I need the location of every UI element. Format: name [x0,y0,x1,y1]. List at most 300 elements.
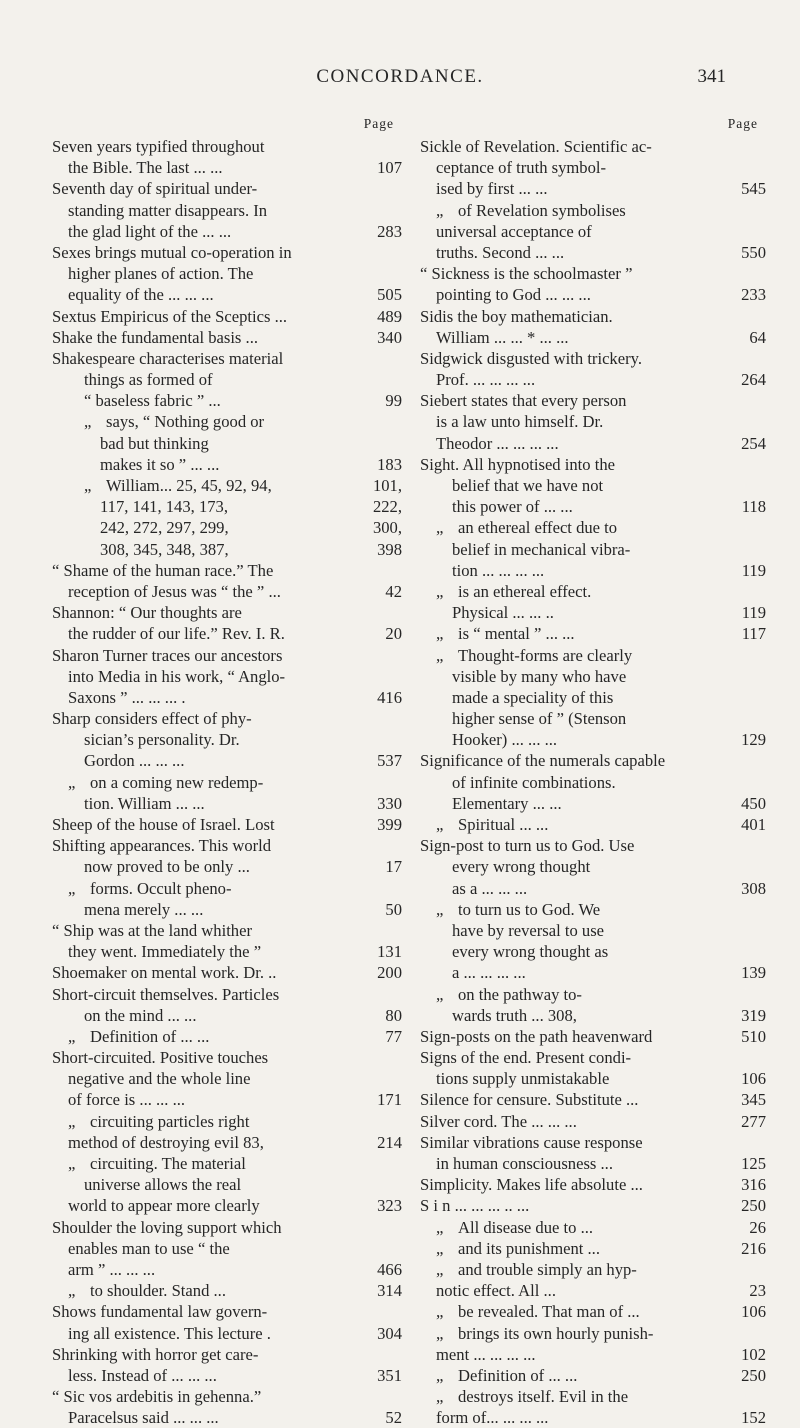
entry-text: forms. Occult pheno- [90,878,232,898]
index-line [52,1068,402,1089]
index-line [420,856,766,877]
page-ref: 107 [377,158,402,178]
page-ref: 222, [372,497,402,517]
entry-text: they went. Immediately the ” [68,942,262,962]
index-line [52,348,402,369]
entry-text: Siebert states that every person [420,391,627,411]
entry-text: Thought-forms are clearly [458,645,633,665]
index-line [420,157,766,178]
page-ref: 183 [377,454,402,474]
page-ref: 340 [377,327,402,347]
index-line [52,1323,402,1344]
index-line [420,221,766,242]
entry-text: Spiritual ... ... [458,815,549,834]
index-line [420,1323,766,1344]
entry-text: standing matter disappears. In [68,200,268,220]
page-ref: 117 [741,624,766,644]
ditto-mark: „ [68,1026,76,1046]
index-line [420,1301,766,1322]
entry-text: 117, 141, 143, 173, [100,497,228,517]
index-line [52,517,402,538]
entry-text: ing all existence. This lecture . [68,1323,271,1343]
index-line [52,1217,402,1238]
index-line [52,1386,402,1407]
ditto-mark: „ [436,1387,444,1407]
index-line [420,878,766,899]
page-ref: 200 [377,963,402,983]
index-line [420,772,766,793]
entry-text: of infinite combinations. [452,772,616,792]
index-line [52,1005,402,1026]
page-ref: 50 [385,899,402,919]
entry-text: Sight. All hypnotised into the [420,454,615,474]
index-line [52,1301,402,1322]
index-line [420,1407,766,1428]
entry-text: every wrong thought [452,857,591,877]
entry-text: and its punishment ... [458,1238,600,1258]
index-line [420,517,766,538]
entry-text: Simplicity. Makes life absolute ... [420,1175,643,1195]
index-line [52,1195,402,1216]
index-line [52,878,402,899]
page-ref: 505 [377,285,402,305]
index-line [52,581,402,602]
page-ref: 250 [741,1365,766,1385]
index-line [420,920,766,941]
entry-text: arm ” ... ... ... [68,1259,156,1279]
ditto-mark: „ [436,645,444,665]
entry-text: made a speciality of this [452,687,614,707]
page-ref: 351 [377,1365,402,1385]
entry-text: Saxons ” ... ... ... . [68,687,186,707]
ditto-mark: „ [436,518,444,538]
index-line [52,200,402,221]
entry-text: belief in mechanical vibra- [452,539,631,559]
ditto-mark: „ [436,581,444,601]
right-column [420,112,766,1428]
index-line [420,835,766,856]
index-line [52,1280,402,1301]
index-line [420,1386,766,1407]
page-ref: 304 [377,1323,402,1343]
ditto-mark: „ [68,772,76,792]
page-ref: 77 [385,1026,402,1046]
index-line [52,221,402,242]
index-line [420,178,766,199]
entry-text: circuiting particles right [90,1111,250,1131]
page-ref: 131 [377,942,402,962]
entry-text: Sharon Turner traces our ancestors [52,645,283,665]
page-ref: 401 [741,815,766,834]
index-line [420,369,766,390]
page-ref: 250 [741,1196,766,1216]
page-ref: 277 [741,1111,766,1131]
page-number: 341 [697,66,726,87]
entry-text: bad but thinking [100,433,209,453]
index-line [420,1005,766,1026]
index-line [420,306,766,327]
entry-text: be revealed. That man of ... [458,1302,640,1322]
entry-text: Definition of ... ... [458,1365,578,1385]
page-ref: 102 [741,1344,766,1364]
index-line [420,1174,766,1195]
entry-text: Short-circuited. Positive touches [52,1048,269,1068]
entry-text: notic effect. All ... [436,1281,556,1301]
ditto-mark: „ [436,1217,444,1237]
index-line [52,560,402,581]
index-line [420,390,766,411]
page-ref: 152 [741,1408,766,1428]
entry-text: Sexes brings mutual co-operation in [52,242,292,262]
page-ref: 171 [377,1090,402,1110]
index-line [52,284,402,305]
page-ref: 308 [741,878,766,898]
entry-text: tions supply unmistakable [436,1069,610,1089]
page-ref: 64 [749,327,766,347]
page-ref: 550 [741,242,766,262]
page-ref: 416 [377,687,402,707]
entry-text: William ... ... * ... ... [436,327,569,347]
index-line [52,1047,402,1068]
page-ref: 398 [377,539,402,559]
entry-text: universe allows the real [84,1175,242,1195]
index-line [420,1280,766,1301]
entry-text: Sign-post to turn us to God. Use [420,836,635,856]
index-line [52,666,402,687]
index-line [420,433,766,454]
index-line [420,687,766,708]
entry-text: of Revelation symbolises [458,200,626,220]
index-line [420,136,766,157]
entry-text: mena merely ... ... [84,899,204,919]
page-ref: 214 [377,1132,402,1152]
index-line [52,1089,402,1110]
entry-text: have by reversal to use [452,920,605,940]
entry-text: of force is ... ... ... [68,1090,186,1110]
index-line [52,1344,402,1365]
entry-text: Shoemaker on mental work. Dr. .. [52,963,277,983]
entry-text: pointing to God ... ... ... [436,285,591,305]
index-line [420,1068,766,1089]
ditto-mark: „ [436,899,444,919]
page-ref: 106 [741,1069,766,1089]
right-column-heading: Page [727,116,758,131]
entry-text: wards truth ... 308, [452,1005,577,1025]
page-ref: 26 [749,1217,766,1237]
index-line [420,454,766,475]
page-ref: 118 [741,497,766,517]
index-line [52,1153,402,1174]
index-line [420,496,766,517]
ditto-mark: „ [436,815,444,834]
page-ref: 254 [741,433,766,453]
index-line [420,793,766,814]
index-line [420,1153,766,1174]
entry-text: the Bible. The last ... ... [68,158,223,178]
index-line [52,1026,402,1047]
entry-text: destroys itself. Evil in the [458,1387,629,1407]
index-line [52,856,402,877]
page-ref: 52 [385,1408,402,1428]
entry-text: an ethereal effect due to [458,518,618,538]
ditto-mark: „ [436,984,444,1004]
page-ref: 466 [377,1259,402,1279]
entry-text: Signs of the end. Present condi- [420,1048,632,1068]
page-ref: 216 [741,1238,766,1258]
entry-text: makes it so ” ... ... [100,454,220,474]
ditto-mark: „ [436,1259,444,1279]
entry-text: world to appear more clearly [68,1196,260,1216]
entry-text: Hooker) ... ... ... [452,730,558,750]
page-ref: 489 [377,306,402,326]
index-line [52,729,402,750]
entry-text: “ Ship was at the land whither [52,920,253,940]
entry-text: “ baseless fabric ” ... [84,391,221,411]
ditto-mark: „ [436,1365,444,1385]
entry-text: is an ethereal effect. [458,581,592,601]
entry-text: Sextus Empiricus of the Sceptics ... [52,306,288,326]
page-ref: 345 [741,1090,766,1110]
index-line [420,1089,766,1110]
index-line [52,793,402,814]
index-line [420,327,766,348]
entry-text: Shoulder the loving support which [52,1217,282,1237]
index-line [52,263,402,284]
index-line [420,1047,766,1068]
index-line [420,475,766,496]
index-line [52,178,402,199]
index-line [420,814,766,835]
entry-text: All disease due to ... [458,1217,594,1237]
page-ref: 233 [741,285,766,305]
index-line [420,899,766,920]
page-ref: 119 [741,603,766,623]
entry-text: universal acceptance of [436,221,592,241]
index-line [52,941,402,962]
index-line [420,750,766,771]
index-line [420,1111,766,1132]
entry-text: Shows fundamental law govern- [52,1302,268,1322]
index-line [52,411,402,432]
index-line [52,1132,402,1153]
entry-text: is “ mental ” ... ... [458,624,575,644]
page-ref: 323 [377,1196,402,1216]
right-index-lines [420,136,766,1428]
index-line [52,369,402,390]
page-ref: 264 [741,370,766,390]
entry-text: now proved to be only ... [84,857,250,877]
entry-text: equality of the ... ... ... [68,285,214,305]
index-line [52,814,402,835]
index-line [52,708,402,729]
entry-text: method of destroying evil 83, [68,1132,264,1152]
page-ref: 450 [741,793,766,813]
entry-text: Elementary ... ... [452,793,562,813]
page-ref: 99 [385,391,402,411]
entry-text: Sidgwick disgusted with trickery. [420,348,642,368]
page-ref: 125 [741,1154,766,1173]
ditto-mark: „ [84,412,92,432]
entry-text: circuiting. The material [90,1154,246,1173]
entry-text: Shifting appearances. This world [52,836,272,856]
entry-text: sician’s personality. Dr. [84,730,240,750]
entry-text: Similar vibrations cause response [420,1132,643,1152]
ditto-mark: „ [436,1302,444,1322]
index-line [420,581,766,602]
entry-text: the rudder of our life.” Rev. I. R. [68,624,285,644]
page-ref: 129 [741,730,766,750]
entry-text: says, “ Nothing good or [106,412,265,432]
index-line [52,433,402,454]
entry-text: this power of ... ... [452,497,573,517]
index-line [420,200,766,221]
page-ref: 20 [385,624,402,644]
entry-text: “ Sickness is the schoolmaster ” [420,264,633,284]
page-ref: 319 [741,1005,766,1025]
entry-text: Seven years typified throughout [52,137,265,156]
ditto-mark: „ [68,878,76,898]
index-line [52,242,402,263]
index-line [52,920,402,941]
entry-text: to turn us to God. We [458,899,601,919]
index-line [52,136,402,157]
entry-text: Gordon ... ... ... [84,751,185,771]
entry-text: in human consciousness ... [436,1154,613,1173]
index-line [52,602,402,623]
entry-text: higher sense of ” (Stenson [452,709,627,729]
index-line [420,602,766,623]
index-line [52,157,402,178]
entry-text: truths. Second ... ... [436,242,565,262]
running-title: CONCORDANCE. [316,66,484,87]
index-line [52,1111,402,1132]
entry-text: Significance of the numerals capable [420,751,666,771]
index-line [52,1365,402,1386]
index-line [52,899,402,920]
page-ref: 17 [385,857,402,877]
page-ref: 80 [385,1005,402,1025]
entry-text: enables man to use “ the [68,1238,230,1258]
entry-text: on the mind ... ... [84,1005,197,1025]
entry-text: on a coming new redemp- [90,772,264,792]
entry-text: ised by first ... ... [436,179,548,199]
entry-text: Shakespeare characterises material [52,348,284,368]
index-line [420,1026,766,1047]
ditto-mark: „ [436,1238,444,1258]
entry-text: William... 25, 45, 92, 94, [106,476,272,495]
entry-text: tion. William ... ... [84,793,205,813]
page-ref: 101, [372,476,402,495]
entry-text: things as formed of [84,370,213,390]
left-column-heading: Page [363,116,394,131]
entry-text: Sharp considers effect of phy- [52,709,252,729]
index-line [420,645,766,666]
page-ref: 330 [377,793,402,813]
entry-text: Silver cord. The ... ... ... [420,1111,577,1131]
entry-text: Definition of ... ... [90,1026,210,1046]
entry-text: Shake the fundamental basis ... [52,327,258,347]
index-line [52,539,402,560]
index-line [420,560,766,581]
entry-text: Seventh day of spiritual under- [52,179,258,199]
entry-text: is a law unto himself. Dr. [436,412,604,432]
entry-text: Sidis the boy mathematician. [420,306,613,326]
index-line [420,962,766,983]
ditto-mark: „ [436,200,444,220]
ditto-mark: „ [68,1154,76,1173]
entry-text: S i n ... ... ... .. ... [420,1196,530,1216]
index-line [52,645,402,666]
index-line [420,1365,766,1386]
entry-text: every wrong thought as [452,942,609,962]
ditto-mark: „ [436,624,444,644]
index-line [420,984,766,1005]
entry-text: Sign-posts on the path heavenward [420,1026,653,1046]
ditto-mark: „ [68,1111,76,1131]
index-line [52,1259,402,1280]
entry-text: less. Instead of ... ... ... [68,1365,217,1385]
page-ref: 316 [741,1175,766,1195]
entry-text: Shrinking with horror get care- [52,1344,259,1364]
index-line [52,1174,402,1195]
entry-text: reception of Jesus was “ the ” ... [68,581,281,601]
index-line [52,454,402,475]
page-header [0,66,800,96]
page-ref: 42 [385,581,402,601]
entry-text: Sickle of Revelation. Scientific ac- [420,137,652,156]
page-ref: 510 [741,1026,766,1046]
index-line [52,750,402,771]
index-line [420,1238,766,1259]
page-ref: 545 [741,179,766,199]
entry-text: on the pathway to- [458,984,582,1004]
entry-text: as a ... ... ... [452,878,528,898]
page-ref: 300, [372,518,402,538]
index-line [52,390,402,411]
entry-text: ment ... ... ... ... [436,1344,536,1364]
entry-text: Sheep of the house of Israel. Lost [52,815,275,834]
left-column [52,112,402,1428]
entry-text: Silence for censure. Substitute ... [420,1090,639,1110]
entry-text: higher planes of action. The [68,264,254,284]
entry-text: a ... ... ... ... [452,963,526,983]
index-line [420,284,766,305]
entry-text: “ Sic vos ardebitis in gehenna.” [52,1387,262,1407]
index-line [420,623,766,644]
index-line [52,835,402,856]
page-ref: 119 [741,560,766,580]
left-index-lines [52,136,402,1428]
index-line [420,666,766,687]
entry-text: 242, 272, 297, 299, [100,518,229,538]
index-line [420,348,766,369]
page-ref: 537 [377,751,402,771]
entry-text: Prof. ... ... ... ... [436,370,536,390]
index-line [420,1195,766,1216]
entry-text: to shoulder. Stand ... [90,1281,226,1301]
entry-text: the glad light of the ... ... [68,221,232,241]
ditto-mark: „ [84,476,92,495]
index-line [420,242,766,263]
entry-text: tion ... ... ... ... [452,560,545,580]
index-line [52,962,402,983]
entry-text: Shannon: “ Our thoughts are [52,603,242,623]
entry-text: visible by many who have [452,666,627,686]
page-ref: 106 [741,1302,766,1322]
entry-text: “ Shame of the human race.” The [52,560,274,580]
page-ref: 283 [377,221,402,241]
index-line [420,941,766,962]
